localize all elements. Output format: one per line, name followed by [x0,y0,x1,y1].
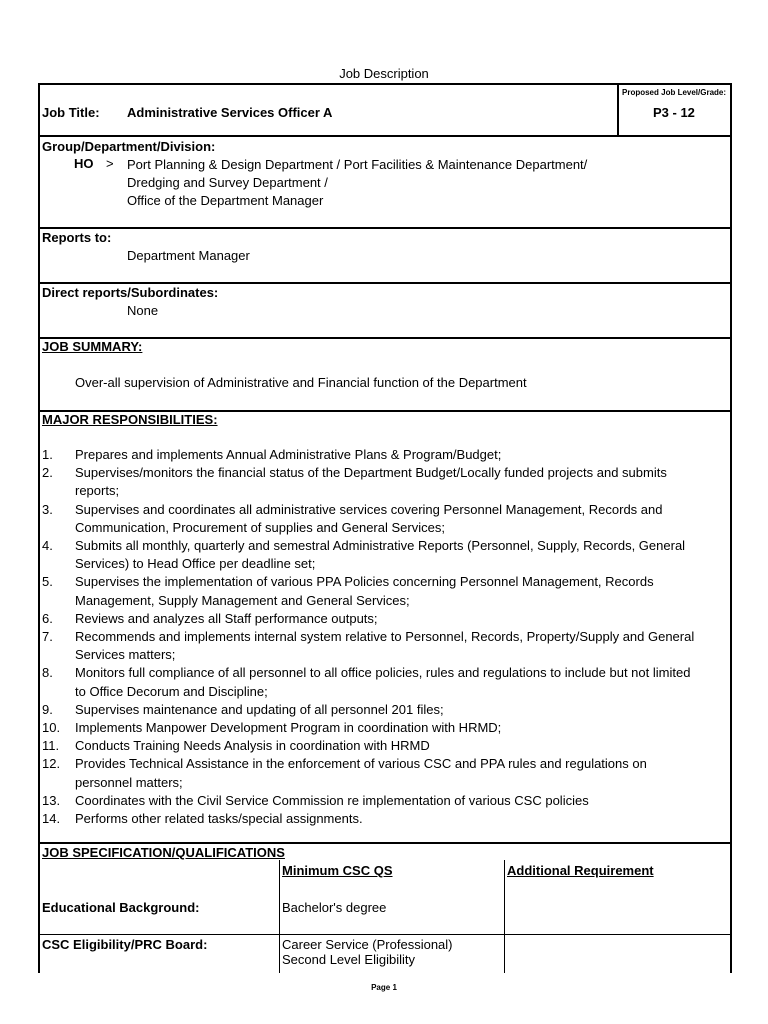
responsibility-text: Prepares and implements Annual Administrative Plans & Program/Budget; [75,447,502,462]
responsibility-number: 5. [42,574,53,590]
responsibility-number: 7. [42,629,53,645]
responsibility-number: 10. [42,720,61,736]
col-min-header: Minimum CSC QS [282,863,393,878]
responsibility-text: Conducts Training Needs Analysis in coordination with HRMD [75,738,430,754]
responsibility-number: 9. [42,701,53,717]
responsibility-text: Supervises maintenance and updating of all personnel 201 files; [75,701,444,717]
responsibilities-list [42,446,695,828]
qualifications-heading: JOB SPECIFICATION/QUALIFICATIONS [42,845,285,860]
group-line-2: Dredging and Survey Department / [127,175,328,190]
responsibility-text: Recommends and implements internal system relative to Personnel, Records, Property/Supply and General Services matters; [75,629,695,663]
job-summary-text: Over-all supervision of Administrative and Financial function of the Department [75,375,527,390]
direct-reports-label: Direct reports/Subordinates: [42,285,219,300]
responsibility-text: Provides Technical Assistance in the enforcement of various CSC and PPA rules and regulations on personnel matters; [75,756,647,790]
responsibility-item [42,537,695,573]
responsibility-item [42,628,695,664]
responsibility-item [42,719,695,737]
grade-value: P3 - 12 [653,105,695,120]
responsibility-number: 12. [42,756,61,772]
group-arrow: > [106,156,114,171]
responsibility-item [42,573,695,609]
responsibility-item [42,446,695,464]
job-title-label: Job Title: [42,105,100,120]
responsibility-number: 3. [42,501,53,517]
responsibility-item [42,810,695,828]
education-label: Educational Background: [42,900,200,915]
qualifications-table [40,860,730,973]
responsibility-text: Supervises the implementation of various PPA Policies concerning Personnel Management, Records Management, Supply Management and General Services; [75,574,654,608]
job-summary-section [40,337,730,412]
responsibility-number: 13. [42,792,61,808]
reports-to-label: Reports to: [42,230,112,245]
responsibility-text: Coordinates with the Civil Service Commission re implementation of various CSC policies [75,792,589,808]
direct-reports-value: None [127,303,159,318]
responsibility-number: 6. [42,610,53,626]
eligibility-min-line-1: Career Service (Professional) [282,937,453,952]
responsibility-item [42,664,695,700]
table-col-divider [279,860,280,973]
responsibilities-heading: MAJOR RESPONSIBILITIES: [42,412,218,427]
page-footer: Page 1 [371,983,397,992]
job-title-value: Administrative Services Officer A [127,105,333,120]
responsibility-text: Supervises/monitors the financial status of the Department Budget/Locally funded projects and submits reports; [75,465,667,499]
responsibility-text: Submits all monthly, quarterly and semestral Administrative Reports (Personnel, Supply, Records, General Services) to Head Office per deadline set; [75,538,686,572]
grade-label: Proposed Job Level/Grade: [622,88,727,97]
responsibility-item [42,610,695,628]
group-code: HO [74,156,94,171]
responsibility-item [42,501,695,537]
responsibility-text: Performs other related tasks/special assignments. [75,811,363,827]
education-min: Bachelor's degree [282,900,387,915]
responsibility-number: 8. [42,665,53,681]
responsibility-number: 4. [42,538,53,554]
responsibility-number: 11. [42,738,60,754]
responsibility-item [42,464,695,500]
eligibility-min-line-2: Second Level Eligibility [282,952,415,967]
direct-reports-section [40,282,730,339]
job-title-section [40,85,730,137]
responsibility-number: 1. [42,447,53,462]
group-label: Group/Department/Division: [42,139,216,154]
job-description-form [38,83,732,973]
reports-to-value: Department Manager [127,248,250,263]
group-section [40,135,730,229]
responsibility-item [42,792,695,810]
col-add-header: Additional Requirement [507,863,654,878]
group-line-3: Office of the Department Manager [127,193,324,208]
table-col-divider [504,860,505,973]
reports-to-section [40,227,730,284]
responsibility-number: 2. [42,465,53,481]
responsibility-text: Supervises and coordinates all administrative services covering Personnel Management, Records and Communication, Procurement of supplies and General Services; [75,501,663,535]
responsibility-number: 14. [42,811,61,827]
responsibility-item [42,755,695,791]
table-row-divider [40,934,730,935]
document-title: Job Description [339,66,429,81]
group-line-1: Port Planning & Design Department / Port Facilities & Maintenance Department/ [127,157,588,172]
grade-cell [617,85,732,135]
responsibility-item [42,737,695,755]
responsibility-text: Reviews and analyzes all Staff performance outputs; [75,610,378,626]
responsibility-text: Monitors full compliance of all personnel to all office policies, rules and regulations to include but not limited to Office Decorum and Discipline; [75,665,691,699]
responsibility-item [42,701,695,719]
qualifications-divider [40,842,730,844]
responsibility-text: Implements Manpower Development Program in coordination with HRMD; [75,720,502,736]
eligibility-label: CSC Eligibility/PRC Board: [42,937,208,952]
job-summary-heading: JOB SUMMARY: [42,339,143,354]
